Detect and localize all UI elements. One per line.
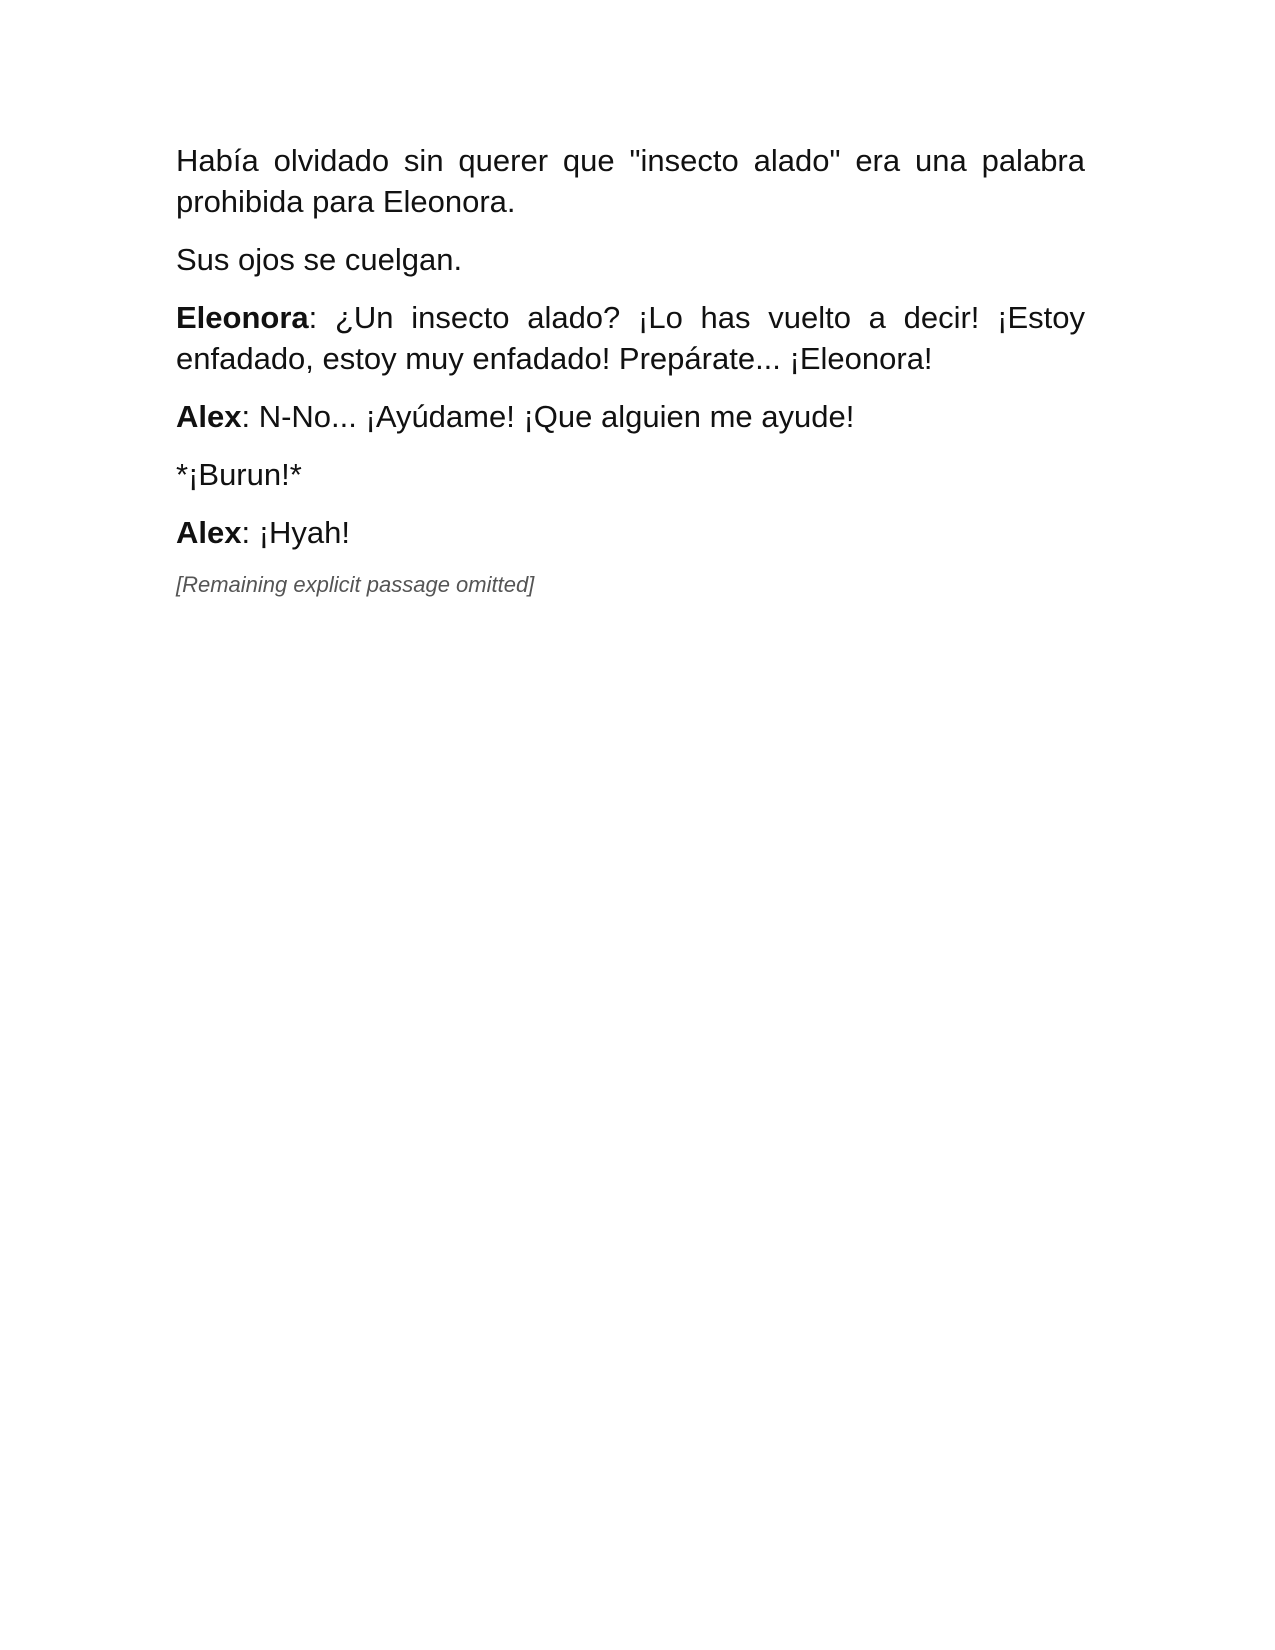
speaker-name: Eleonora [176,300,309,335]
paragraph-2-text: Sus ojos se cuelgan. [176,242,463,277]
omission-note: [Remaining explicit passage omitted] [176,572,535,597]
paragraph-5-text: *¡Burun!* [176,457,302,492]
paragraph-6-text: : ¡Hyah! [241,515,351,550]
paragraph-5 [176,454,1085,495]
paragraph-4-text: : N-No... ¡Ayúdame! ¡Que alguien me ayude! [241,399,855,434]
paragraph-1-text: Había olvidado sin querer que "insecto alado" era una palabra prohibida para Eleonora. [176,143,1085,219]
paragraph-4 [176,396,1085,437]
speaker-name: Alex [176,515,242,550]
paragraph-3 [176,297,1085,379]
paragraph-2 [176,239,1085,280]
paragraph-1 [176,140,1085,222]
speaker-name: Alex [176,399,242,434]
paragraph-3-text: : ¿Un insecto alado? ¡Lo has vuelto a decir! ¡Estoy enfadado, estoy muy enfadado! Prepárate... ¡Eleonora! [176,300,1085,376]
paragraph-6 [176,512,1085,553]
